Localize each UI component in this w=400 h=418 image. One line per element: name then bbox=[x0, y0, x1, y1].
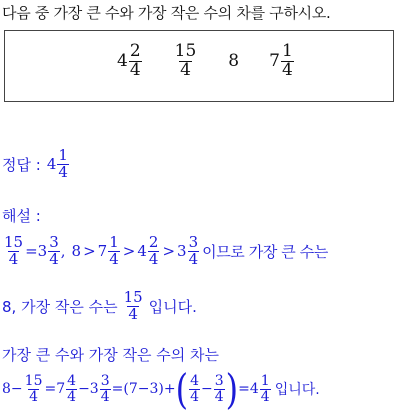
fraction: $\frac{1}{4}$ bbox=[260, 372, 270, 405]
question-text: 다음 중 가장 큰 수와 가장 작은 수의 차를 구하시오. bbox=[2, 4, 331, 22]
fraction: $\frac{3}{4}$ bbox=[49, 233, 59, 268]
number-list bbox=[117, 43, 295, 80]
explanation-label: 해설 : bbox=[2, 207, 41, 225]
answer-line bbox=[2, 148, 70, 181]
fraction: $\frac{1}{4}$ bbox=[109, 233, 119, 268]
fraction: $\frac{4}{4}$ bbox=[190, 372, 199, 405]
fraction: $\frac{2}{4}$ bbox=[129, 41, 141, 80]
fraction: $\frac{1}{4}$ bbox=[281, 41, 293, 80]
fraction: $\frac{15}{4}$ bbox=[4, 233, 24, 268]
answer-fraction: $\frac{1}{4}$ bbox=[58, 146, 68, 181]
whole-part: 7 bbox=[269, 51, 280, 72]
number-item bbox=[117, 43, 143, 80]
number-item bbox=[269, 43, 295, 80]
number-item: 8 bbox=[228, 51, 240, 72]
fraction: $\frac{15}{4}$ bbox=[174, 41, 197, 80]
fraction: $\frac{3}{4}$ bbox=[100, 372, 110, 405]
explanation-line-4: 8 − $\frac{15}{4}$ = 7 $\frac{4}{4}$ − 3 $\frac{3}{4}$ = (7−3)+ ( $\frac{4}{4}$ − $\frac{3}{4}$ ) = 4 $\frac{1}{4}$ 입니다. bbox=[2, 364, 320, 414]
fraction: $\frac{4}{4}$ bbox=[67, 372, 77, 405]
fraction: $\frac{15}{4}$ bbox=[123, 288, 143, 323]
answer-whole: 4 bbox=[46, 155, 57, 174]
fraction: $\frac{3}{4}$ bbox=[188, 233, 199, 268]
fraction: $\frac{15}{4}$ bbox=[24, 372, 43, 405]
whole-part: 4 bbox=[117, 51, 128, 72]
explanation-line-1: $\frac{15}{4}$ = 3 $\frac{3}{4}$ , 8 > 7 $\frac{1}{4}$ > 4 $\frac{2}{4}$ > 3 $\frac{3}{4}$ 이므로 가장 큰 수는 bbox=[4, 233, 328, 268]
number-item bbox=[173, 43, 199, 80]
fraction: $\frac{2}{4}$ bbox=[148, 233, 159, 268]
answer-label: 정답 : bbox=[2, 155, 41, 174]
explanation-line-3: 가장 큰 수와 가장 작은 수의 차는 bbox=[2, 346, 219, 364]
explanation-line-2: 8, 가장 작은 수는 $\frac{15}{4}$ 입니다. bbox=[2, 288, 197, 323]
number-box bbox=[4, 30, 394, 102]
fraction: $\frac{3}{4}$ bbox=[214, 372, 224, 405]
